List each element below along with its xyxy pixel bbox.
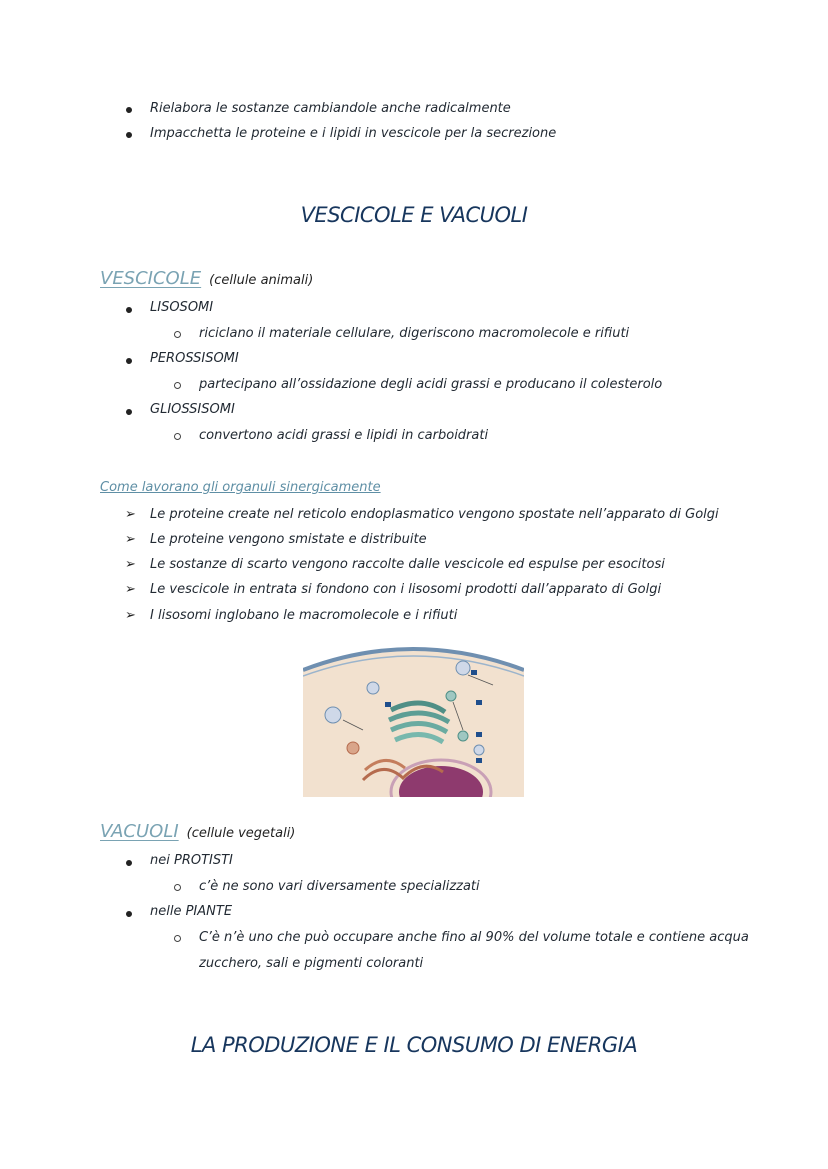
- vacuoli-label: VACUOLI: [100, 821, 179, 842]
- vescicole-item-detail: convertono acidi grassi e lipidi in carboidrati: [199, 428, 489, 443]
- bullet-icon: [126, 911, 132, 917]
- vacuoli-item-detail: C’è n’è uno che può occupare anche fino al 90% del volume totale e contiene acqua: [199, 930, 749, 945]
- intro-item: Impacchetta le proteine e i lipidi in vescicole per la secrezione: [150, 126, 557, 141]
- organuli-step: Le proteine create nel reticolo endoplasmatico vengono spostate nell’apparato di Golgi: [150, 507, 719, 522]
- arrow-bullet-icon: ➢: [125, 507, 136, 522]
- bullet-icon: [126, 107, 132, 113]
- circle-bullet-icon: [174, 433, 181, 440]
- organuli-heading: Come lavorano gli organuli sinergicamente: [100, 480, 381, 495]
- bullet-icon: [126, 860, 132, 866]
- circle-bullet-icon: [174, 382, 181, 389]
- organuli-step: Le proteine vengono smistate e distribuite: [150, 532, 427, 547]
- bullet-icon: [126, 132, 132, 138]
- bullet-icon: [126, 307, 132, 313]
- vescicole-item-name: LISOSOMI: [150, 300, 214, 315]
- vacuoli-note: (cellule vegetali): [186, 826, 296, 841]
- vacuoli-item-name: nei PROTISTI: [150, 853, 233, 868]
- arrow-bullet-icon: ➢: [125, 582, 136, 597]
- vacuoli-item-detail: zucchero, sali e pigmenti coloranti: [199, 956, 424, 971]
- vescicole-item-detail: riciclano il materiale cellulare, digeriscono macromolecole e rifiuti: [199, 326, 630, 341]
- arrow-bullet-icon: ➢: [125, 532, 136, 547]
- bullet-icon: [126, 409, 132, 415]
- arrow-bullet-icon: ➢: [125, 557, 136, 572]
- vacuoli-item-name: nelle PIANTE: [150, 904, 233, 919]
- vescicole-label: VESCICOLE: [100, 268, 202, 289]
- vescicole-heading: [100, 268, 313, 289]
- bullet-icon: [126, 358, 132, 364]
- section-title: LA PRODUZIONE E IL CONSUMO DI ENERGIA: [190, 1033, 638, 1057]
- cell-organelles-diagram: [303, 640, 524, 797]
- vescicole-item-name: GLIOSSISOMI: [150, 402, 235, 417]
- organuli-step: Le sostanze di scarto vengono raccolte dalle vescicole ed espulse per esocitosi: [150, 557, 665, 572]
- circle-bullet-icon: [174, 331, 181, 338]
- organuli-step: Le vescicole in entrata si fondono con i lisosomi prodotti dall’apparato di Golgi: [150, 582, 662, 597]
- intro-item: Rielabora le sostanze cambiandole anche radicalmente: [150, 101, 511, 116]
- vescicole-item-detail: partecipano all’ossidazione degli acidi grassi e producano il colesterolo: [199, 377, 663, 392]
- circle-bullet-icon: [174, 884, 181, 891]
- vacuoli-heading: [100, 821, 295, 842]
- arrow-bullet-icon: ➢: [125, 608, 136, 623]
- vacuoli-item-detail: c’è ne sono vari diversamente specializzati: [199, 879, 480, 894]
- vescicole-item-name: PEROSSISOMI: [150, 351, 239, 366]
- vescicole-note: (cellule animali): [209, 273, 314, 288]
- section-title: VESCICOLE E VACUOLI: [300, 203, 528, 227]
- circle-bullet-icon: [174, 935, 181, 942]
- organuli-step: I lisosomi inglobano le macromolecole e i rifiuti: [150, 608, 458, 623]
